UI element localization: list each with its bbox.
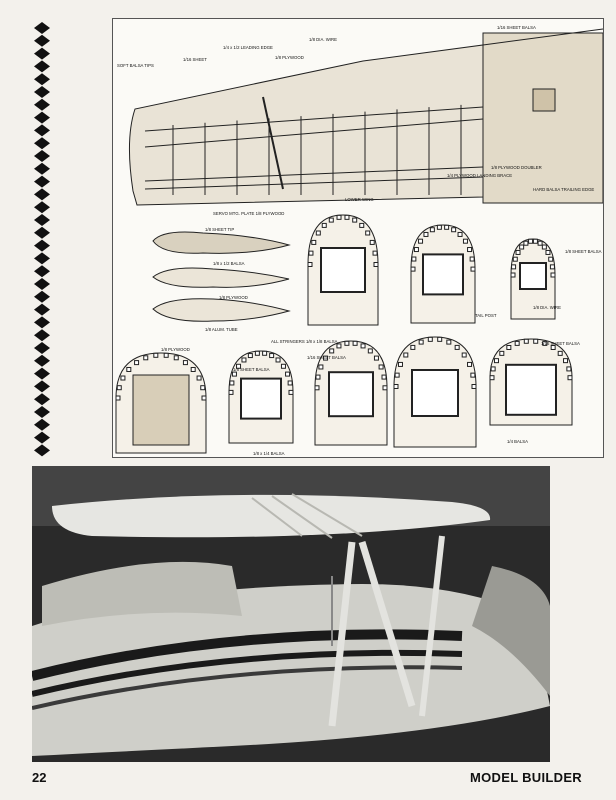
label-all-stringers: ALL STRINGERS 1/8 x 1/8 BALSA [271, 339, 338, 344]
label-hard-balsa: HARD BALSA TRAILING EDGE [533, 187, 595, 192]
label-lower-wing: LOWER WING [345, 197, 374, 202]
label-dia-wire-2: 1/8 DIA. WIRE [533, 305, 561, 310]
label-plywood-side: 1/8 PLYWOOD [219, 295, 248, 300]
label-sheet-balsa: 1/16 SHEET BALSA [497, 25, 536, 30]
page-number: 22 [32, 770, 47, 785]
label-sheet-balsa-f: 1/16 SHEET BALSA [307, 355, 346, 360]
label-plywood-brace: 1/4 PLYWOOD LANDING BRACE [447, 173, 513, 178]
label-dia-wire: 1/8 DIA. WIRE [309, 37, 337, 42]
fuselage-profiles [153, 232, 289, 321]
label-servo-plate: SERVO MTG. PLATE 1/8 PLYWOOD [213, 211, 285, 216]
label-sheet-tip: 1/8 SHEET TIP [205, 227, 235, 232]
label-balsa-side: 1/8 x 1/2 BALSA [213, 261, 245, 266]
label-balsa-bottom: 1/8 x 1/4 BALSA [253, 451, 285, 456]
label-balsa-bottom-2: 1/4 BALSA [507, 439, 529, 444]
label-sheet-balsa-f2: 1/8 SHEET BALSA [233, 367, 270, 372]
label-sheet-balsa-r: 1/8 SHEET BALSA [565, 249, 602, 254]
label-soft-balsa: SOFT BALSA TIPS [117, 63, 154, 68]
label-leading-edge: 1/4 x 1/2 LEADING EDGE [223, 45, 273, 50]
label-plywood: 1/8 PLYWOOD [275, 55, 304, 60]
label-plywood-doubler: 1/8 PLYWOOD DOUBLER [491, 165, 542, 170]
plans-drawing [112, 18, 604, 458]
publication-name: MODEL BUILDER [470, 770, 582, 785]
upper-wing [129, 29, 603, 205]
page-footer [0, 770, 616, 792]
label-alum-tube: 1/8 ALUM. TUBE [205, 327, 238, 332]
label-sheet-balsa-r2: 1/16 SHEET BALSA [541, 341, 580, 346]
label-plywood-former: 1/8 PLYWOOD [161, 347, 190, 352]
binding-diamonds [30, 18, 54, 458]
label-tail-post: TAIL POST [475, 313, 497, 318]
label-sheet: 1/16 SHEET [183, 57, 207, 62]
biplane-photo [32, 466, 550, 762]
